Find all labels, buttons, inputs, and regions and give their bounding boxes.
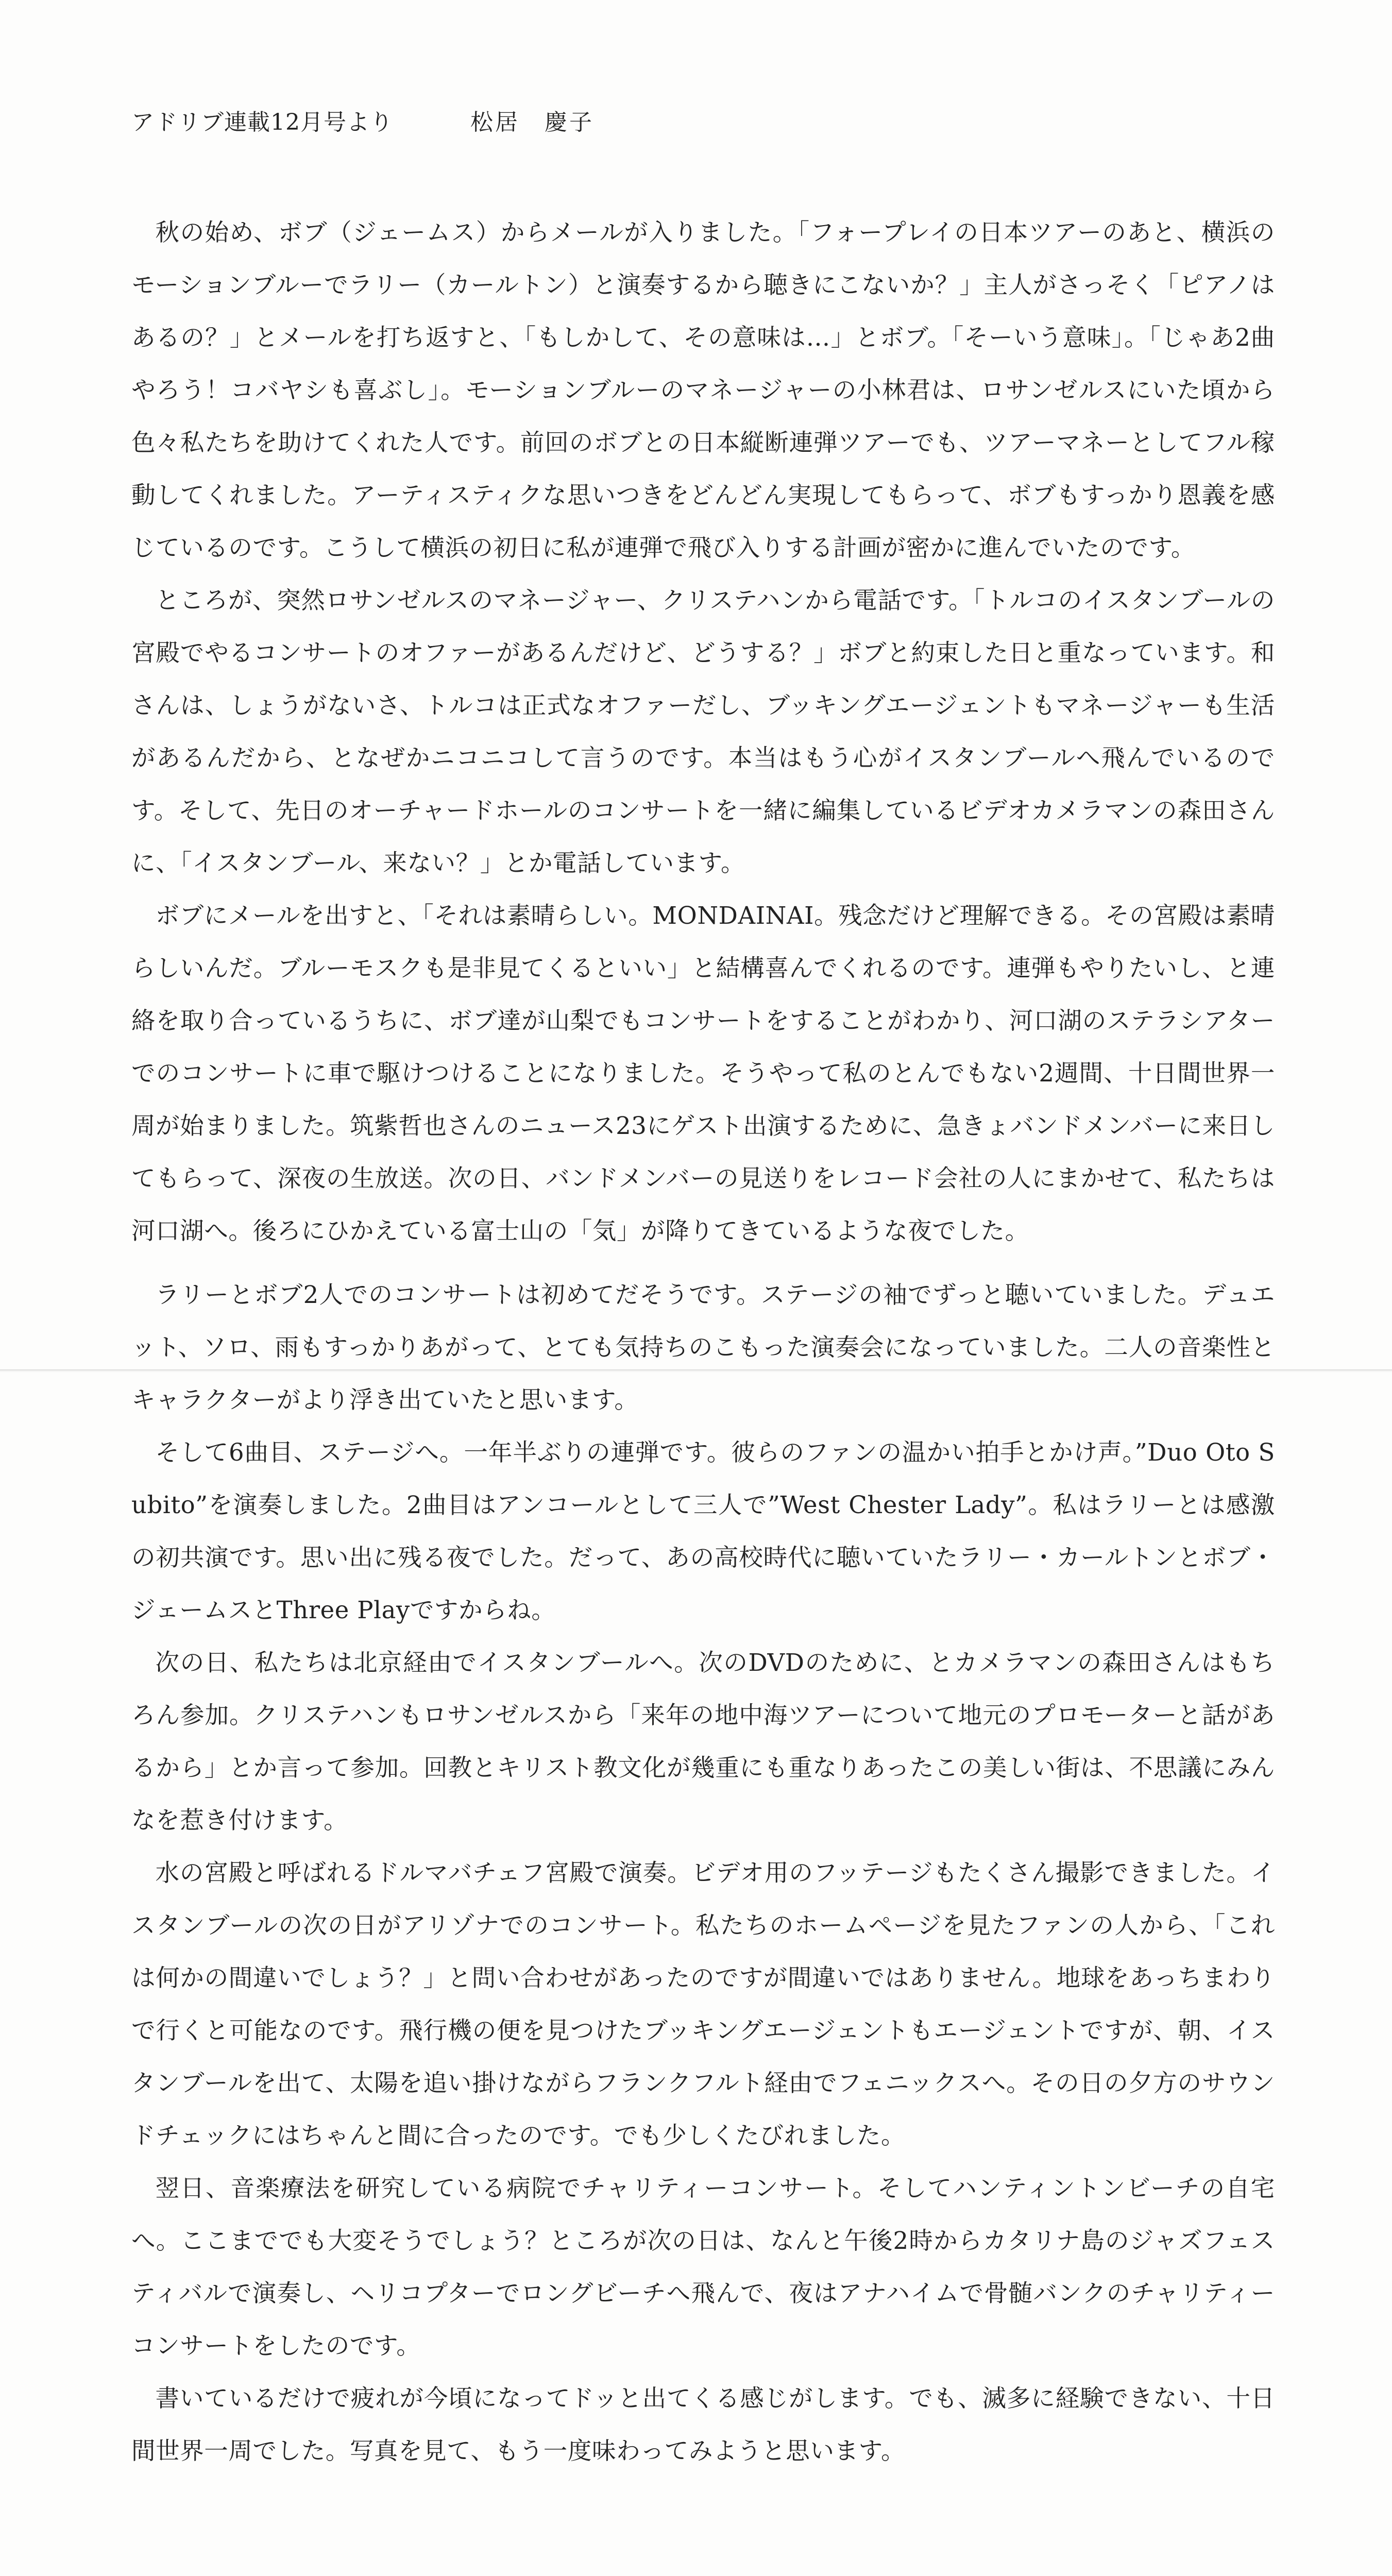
paragraph-1: 秋の始め、ボブ（ジェームス）からメールが入りました。「フォープレイの日本ツアーのあと、横浜のモーションブルーでラリー（カールトン）と演奏するから聴きにこないか？」主人がさっそく「ピアノはあるの？」とメールを打ち返すと、「もしかして、その意味は…」とボブ。「そーいう意味」。「じゃあ2曲やろう！コバヤシも喜ぶし」。モーションブルーのマネージャーの小林君は、ロサンゼルスにいた頃から色々私たちを助けてくれた人です。前回のボブとの日本縦断連弾ツアーでも、ツアーマネーとしてフル稼動してくれました。アーティスティクな思いつきをどんどん実現してもらって、ボブもすっかり恩義を感じているのです。こうして横浜の初日に私が連弾で飛び入りする計画が密かに進んでいたのです。 (131, 218, 1275, 562)
article-header (131, 107, 594, 138)
paragraph-2: ところが、突然ロサンゼルスのマネージャー、クリステハンから電話です。「トルコのイスタンブールの宮殿でやるコンサートのオファーがあるんだけど、どうする？」ボブと約束した日と重なっています。和さんは、しょうがないさ、トルコは正式なオファーだし、ブッキングエージェントもマネージャーも生活があるんだから、となぜかニコニコして言うのです。本当はもう心がイスタンブールへ飛んでいるのです。そして、先日のオーチャードホールのコンサートを一緒に編集しているビデオカメラマンの森田さんに、「イスタンブール、来ない？」とか電話しています。 (131, 586, 1275, 877)
paragraph-3: ボブにメールを出すと、「それは素晴らしい。MONDAINAI。残念だけど理解できる。その宮殿は素晴らしいんだ。ブルーモスクも是非見てくるといい」と結構喜んでくれるのです。連弾もやりたいし、と連絡を取り合っているうちに、ボブ達が山梨でもコンサートをすることがわかり、河口湖のステラシアターでのコンサートに車で駆けつけることになりました。そうやって私のとんでもない2週間、十日間世界一周が始まりました。筑紫哲也さんのニュース23にゲスト出演するために、急きょバンドメンバーに来日してもらって、深夜の生放送。次の日、バンドメンバーの見送りをレコード会社の人にまかせて、私たちは河口湖へ。後ろにひかえている富士山の「気」が降りてきているような夜でした。 (131, 902, 1276, 1245)
paragraph-9: 書いているだけで疲れが今頃になってドッと出てくる感じがします。でも、滅多に経験できない、十日間世界一周でした。写真を見て、もう一度味わってみようと思います。 (131, 2384, 1275, 2465)
paragraph-4: ラリーとボブ2人でのコンサートは初めてだそうです。ステージの袖でずっと聴いていました。デュエット、ソロ、雨もすっかりあがって、とても気持ちのこもった演奏会になっていました。二人の音楽性とキャラクターがより浮き出ていたと思います。 (131, 1281, 1275, 1414)
paragraph-6: 次の日、私たちは北京経由でイスタンブールへ。次のDVDのために、とカメラマンの森田さんはもちろん参加。クリステハンもロサンゼルスから「来年の地中海ツアーについて地元のプロモーターと話があるから」とか言って参加。回教とキリスト教文化が幾重にも重なりあったこの美しい街は、不思議にみんなを惹き付けます。 (131, 1649, 1275, 1834)
article-body (131, 206, 1275, 2477)
paragraph-7: 水の宮殿と呼ばれるドルマバチェフ宮殿で演奏。ビデオ用のフッテージもたくさん撮影できました。イスタンブールの次の日がアリゾナでのコンサート。私たちのホームページを見たファンの人から、「これは何かの間違いでしょう？」と問い合わせがあったのですが間違いではありません。地球をあっちまわりで行くと可能なのです。飛行機の便を見つけたブッキングエージェントもエージェントですが、朝、イスタンブールを出て、太陽を追い掛けながらフランクフルト経由でフェニックスへ。その日の夕方のサウンドチェックにはちゃんと間に合ったのです。でも少しくたびれました。 (131, 1859, 1275, 2149)
paragraph-5: そして6曲目、ステージへ。一年半ぶりの連弾です。彼らのファンの温かい拍手とかけ声。”Duo Oto Subito”を演奏しました。2曲目はアンコールとして三人で”West Chester Lady”。私はラリーとは感激の初共演です。思い出に残る夜でした。だって、あの高校時代に聴いていたラリー・カールトンとボブ・ジェームスとThree Playですからね。 (131, 1438, 1275, 1624)
author-name: 松居 慶子 (470, 109, 594, 135)
paragraph-8: 翌日、音楽療法を研究している病院でチャリティーコンサート。そしてハンティントンビーチの自宅へ。ここまででも大変そうでしょう？ところが次の日は、なんと午後2時からカタリナ島のジャズフェスティバルで演奏し、ヘリコプターでロングビーチへ飛んで、夜はアナハイムで骨髄バンクのチャリティーコンサートをしたのです。 (131, 2174, 1275, 2360)
column-source: アドリブ連載12月号より (131, 109, 393, 135)
